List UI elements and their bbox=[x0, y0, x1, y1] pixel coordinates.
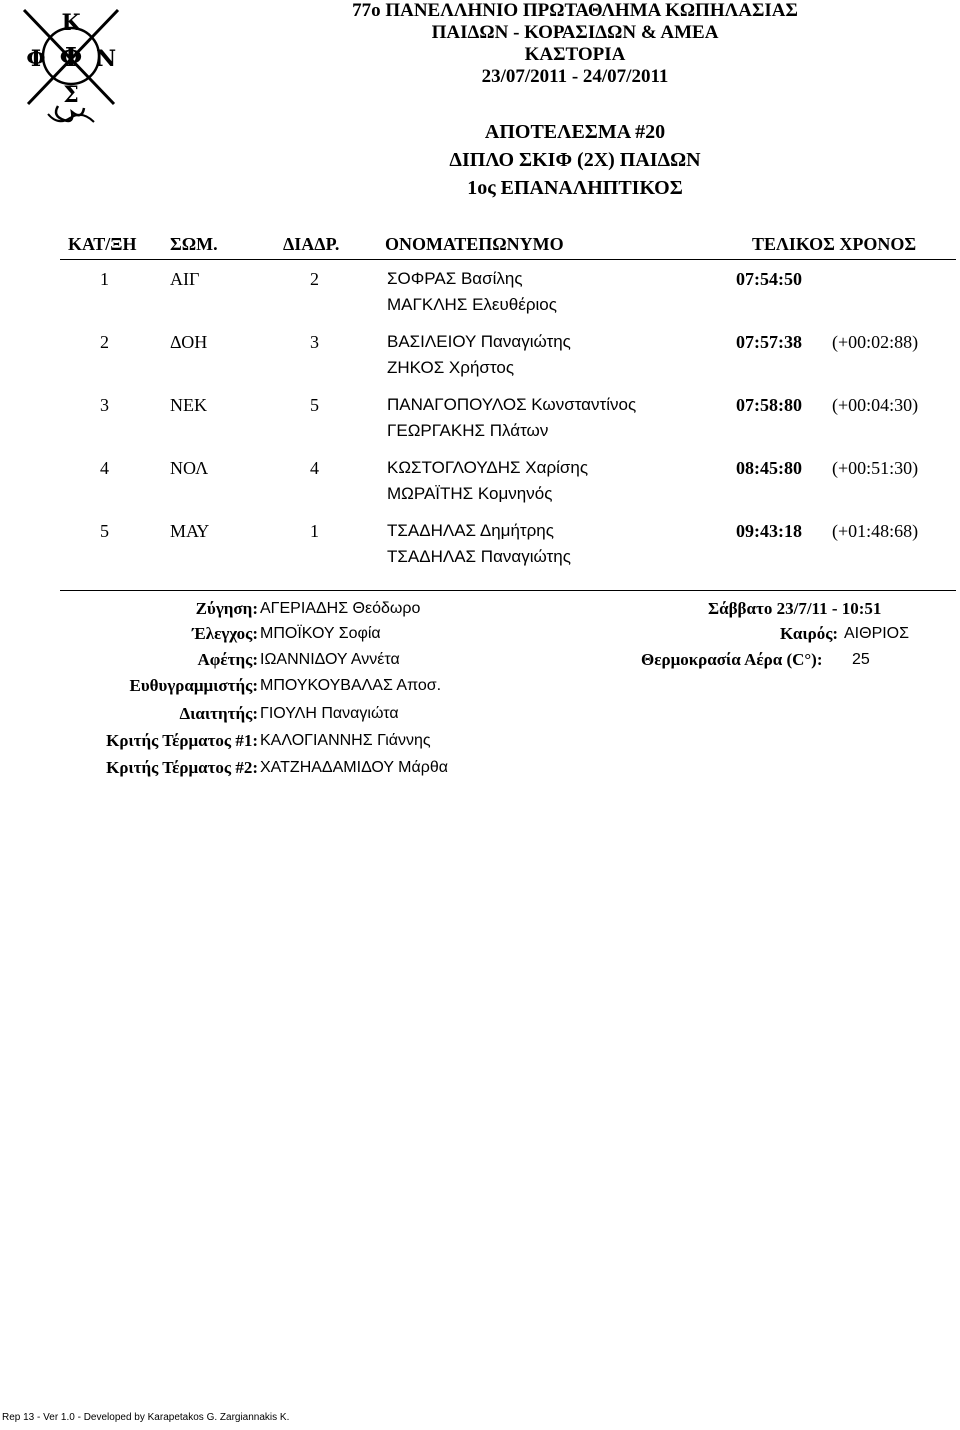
final-time: 09:43:18 bbox=[736, 521, 802, 541]
column-header-rank: ΚΑΤ/ΞΗ bbox=[68, 234, 137, 254]
time-difference: (+01:48:68) bbox=[832, 521, 919, 541]
column-header-time: ΤΕΛΙΚΟΣ ΧΡΟΝΟΣ bbox=[752, 234, 917, 254]
boat-class: ΔΙΠΛΟ ΣΚΙΦ (2Χ) ΠΑΙΔΩΝ bbox=[449, 149, 701, 171]
official-name: ΙΩΑΝΝΙΔΟΥ Αννέτα bbox=[260, 651, 400, 668]
lane-cell: 4 bbox=[310, 458, 319, 478]
lane-cell: 1 bbox=[310, 521, 319, 541]
rank-cell: 5 bbox=[100, 521, 109, 541]
rower-name: ΤΣΑΔΗΛΑΣ Δημήτρης bbox=[387, 521, 554, 540]
logo-letter-bottom: Σ bbox=[63, 82, 79, 108]
club-cell: ΑΙΓ bbox=[170, 269, 200, 289]
crew-names bbox=[387, 392, 636, 444]
rower-name: ΣΟΦΡΑΣ Βασίλης bbox=[387, 269, 523, 288]
official-label: Ευθυγραμμιστής: bbox=[129, 676, 258, 695]
official-name: ΜΠΟΥΚΟΥΒΑΛΑΣ Αποσ. bbox=[260, 677, 442, 694]
final-time: 07:57:38 bbox=[736, 332, 802, 352]
crew-names bbox=[387, 455, 588, 507]
rank-cell: 4 bbox=[100, 458, 109, 478]
result-number: ΑΠΟΤΕΛΕΣΜΑ #20 bbox=[484, 121, 666, 143]
rower-name: ΒΑΣΙΛΕΙΟΥ Παναγιώτης bbox=[387, 332, 571, 351]
rower-name: ΖΗΚΟΣ Χρήστος bbox=[387, 358, 515, 377]
federation-logo bbox=[18, 6, 124, 130]
final-time: 07:54:50 bbox=[736, 269, 802, 289]
rower-name: ΠΑΝΑΓΟΠΟΥΛΟΣ Κωνσταντίνος bbox=[387, 395, 637, 414]
venue: ΚΑΣΤΟΡΙΑ bbox=[524, 44, 626, 65]
weather-value: ΑΙΘΡΙΟΣ bbox=[844, 625, 910, 642]
rower-name: ΤΣΑΔΗΛΑΣ Παναγιώτης bbox=[387, 547, 571, 566]
column-header-names: ΟΝΟΜΑΤΕΠΩΝΥΜΟ bbox=[385, 234, 564, 254]
officials-rule bbox=[60, 590, 956, 591]
temperature-label: Θερμοκρασία Αέρα (C°): bbox=[641, 650, 823, 669]
lane-cell: 5 bbox=[310, 395, 319, 415]
table-row bbox=[0, 266, 960, 328]
official-label: Κριτής Τέρματος #1: bbox=[106, 731, 258, 750]
race-datetime: Σάββατο 23/7/11 - 10:51 bbox=[708, 599, 882, 618]
rank-cell: 1 bbox=[100, 269, 109, 289]
result-header bbox=[190, 118, 960, 202]
logo-letter-top: Κ bbox=[61, 10, 81, 36]
time-difference: (+00:04:30) bbox=[832, 395, 919, 415]
official-label: Διαιτητής: bbox=[179, 704, 258, 723]
official-name: ΑΓΕΡΙΑΔΗΣ Θεόδωρο bbox=[260, 600, 421, 617]
logo-letter-right: Ν bbox=[95, 46, 117, 72]
table-row bbox=[0, 518, 960, 580]
official-name: ΜΠΟΪΚΟΥ Σοφία bbox=[260, 625, 381, 642]
official-label: Κριτής Τέρματος #2: bbox=[106, 758, 258, 777]
official-label: Έλεγχος: bbox=[192, 624, 258, 643]
lane-cell: 2 bbox=[310, 269, 319, 289]
time-difference: (+00:51:30) bbox=[832, 458, 919, 478]
crew-names bbox=[387, 266, 557, 318]
official-name: ΓΙΟΥΛΗ Παναγιώτα bbox=[260, 705, 399, 722]
temperature-value: 25 bbox=[852, 651, 870, 668]
table-row bbox=[0, 455, 960, 517]
rank-cell: 3 bbox=[100, 395, 109, 415]
official-label: Αφέτης: bbox=[197, 650, 258, 669]
time-difference: (+00:02:88) bbox=[832, 332, 919, 352]
final-time: 08:45:80 bbox=[736, 458, 802, 478]
rower-name: ΜΑΓΚΛΗΣ Ελευθέριος bbox=[387, 295, 557, 314]
event-dates: 23/07/2011 - 24/07/2011 bbox=[481, 66, 669, 87]
table-row bbox=[0, 329, 960, 391]
logo-letter-center: Φ bbox=[59, 43, 83, 73]
table-row bbox=[0, 392, 960, 454]
rower-name: ΜΩΡΑΪΤΗΣ Κομνηνός bbox=[387, 484, 553, 503]
race-round: 1ος ΕΠΑΝΑΛΗΠΤΙΚΟΣ bbox=[467, 177, 683, 199]
official-label: Ζύγηση: bbox=[195, 599, 258, 618]
rower-name: ΓΕΩΡΓΑΚΗΣ Πλάτων bbox=[387, 421, 549, 440]
official-name: ΚΑΛΟΓΙΑΝΝΗΣ Γιάννης bbox=[260, 732, 431, 749]
crew-names bbox=[387, 329, 571, 381]
column-header-club: ΣΩΜ. bbox=[170, 234, 218, 254]
final-time: 07:58:80 bbox=[736, 395, 802, 415]
report-footer: Rep 13 - Ver 1.0 - Developed by Karapetakos G. Zargiannakis K. bbox=[2, 1412, 290, 1423]
lane-cell: 3 bbox=[310, 332, 319, 352]
logo-letter-left: Φ bbox=[26, 46, 46, 72]
event-header bbox=[190, 0, 960, 88]
weather-label: Καιρός: bbox=[780, 624, 839, 643]
crew-names bbox=[387, 518, 571, 570]
official-name: ΧΑΤΖΗΑΔΑΜΙΔΟΥ Μάρθα bbox=[260, 759, 448, 776]
rank-cell: 2 bbox=[100, 332, 109, 352]
header-rule bbox=[60, 259, 956, 260]
club-cell: ΝΕΚ bbox=[170, 395, 207, 415]
club-cell: ΜΑΥ bbox=[170, 521, 210, 541]
rower-name: ΚΩΣΤΟΓΛΟΥΔΗΣ Χαρίσης bbox=[387, 458, 589, 477]
championship-title: 77ο ΠΑΝΕΛΛΗΝΙΟ ΠΡΩΤΑΘΛΗΜΑ ΚΩΠΗΛΑΣΙΑΣ bbox=[352, 0, 798, 21]
club-cell: ΔΟΗ bbox=[170, 332, 208, 352]
category-title: ΠΑΙΔΩΝ - ΚΟΡΑΣΙΔΩΝ & ΑΜΕΑ bbox=[431, 22, 719, 43]
club-cell: ΝΟΛ bbox=[170, 458, 209, 478]
column-header-lane: ΔΙΑΔΡ. bbox=[283, 234, 340, 254]
